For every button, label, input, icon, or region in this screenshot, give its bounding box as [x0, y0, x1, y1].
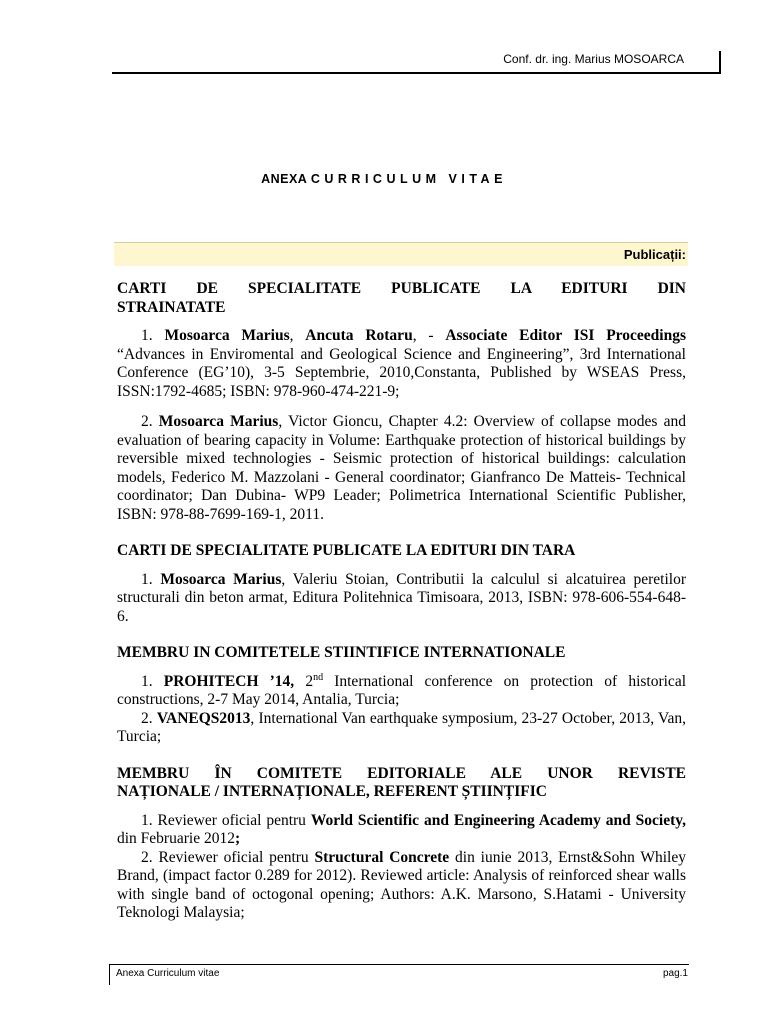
section-heading: CARTI DE SPECIALITATE PUBLICATE LA EDITURI DIN STRAINATATE	[117, 280, 686, 316]
publications-label: Publicații:	[623, 247, 686, 262]
list-item: 2. Reviewer oficial pentru Structural Concrete din iunie 2013, Ernst&Sohn Whiley Brand, (impact factor 0.289 for 2012). Reviewed article: Analysis of reinforced shear walls with single band of octogonal opening; Authors: A.K. Marsono, S.Hatami - University Teknologi Malaysia;	[117, 848, 686, 921]
section-scientific-committees	[117, 644, 686, 747]
section-heading: MEMBRU IN COMITETELE STIINTIFICE INTERNATIONALE	[117, 644, 566, 661]
section-heading: CARTI DE SPECIALITATE PUBLICATE LA EDITURI DIN TARA	[117, 542, 576, 559]
header-rule	[112, 72, 721, 74]
section-domestic-books	[117, 542, 686, 626]
footer-page-number: pag.1	[662, 968, 688, 979]
document-body	[117, 280, 686, 923]
header-tick	[719, 51, 721, 74]
document-title	[0, 172, 768, 186]
list-item: 1. Mosoarca Marius, Ancuta Rotaru, - Associate Editor ISI Proceedings “Advances in Enviromental and Geological Science and Engineering”, 3rd International Conference (EG’10), 3-5 Septembrie, 2010,Constanta, Published by WSEAS Press, ISSN:1792-4685; ISBN: 978-960-474-221-9;	[117, 327, 686, 400]
list-item: 1. PROHITECH ’14, 2nd International conference on protection of historical constructions, 2-7 May 2014, Antalia, Turcia;	[117, 671, 687, 708]
publications-bar	[114, 242, 688, 266]
list-item: 1. Mosoarca Marius, Valeriu Stoian, Contributii la calculul si alcatuirea peretilor structurali din beton armat, Editura Politehnica Timisoara, 2013, ISBN: 978-606-554-648-6.	[117, 570, 687, 625]
header-author: Conf. dr. ing. Marius MOSOARCA	[503, 52, 684, 66]
list-item: 1. Reviewer oficial pentru World Scientific and Engineering Academy and Society, din Februarie 2012;	[117, 811, 686, 847]
section-editorial-committees	[117, 765, 686, 923]
section-foreign-books	[117, 280, 686, 524]
title-prefix: ANEXA	[261, 172, 307, 186]
list-item: 2. VANEQS2013, International Van earthquake symposium, 23-27 October, 2013, Van, Turcia;	[117, 709, 686, 745]
list-item: 2. Mosoarca Marius, Victor Gioncu, Chapter 4.2: Overview of collapse modes and evaluation of bearing capacity in Volume: Earthquake protection of historical buildings by reversible mixed technologies - Seismic protection of historical buildings: calculation models, Federico M. Mazzolani - General coordinator; Gianfranco De Matteis- Technical coordinator; Dan Dubina- WP9 Leader; Polimetrica International Scientific Publisher, ISBN: 978-88-7699-169-1, 2011.	[117, 413, 687, 523]
section-heading: MEMBRU ÎN COMITETE EDITORIALE ALE UNOR REVISTE NAȚIONALE / INTERNAȚIONALE, REFERENT ȘTIINȚIFIC	[117, 764, 686, 800]
title-spaced: CURRICULUM VITAE	[310, 172, 507, 186]
footer-doc-name: Anexa Curriculum vitae	[116, 968, 220, 979]
